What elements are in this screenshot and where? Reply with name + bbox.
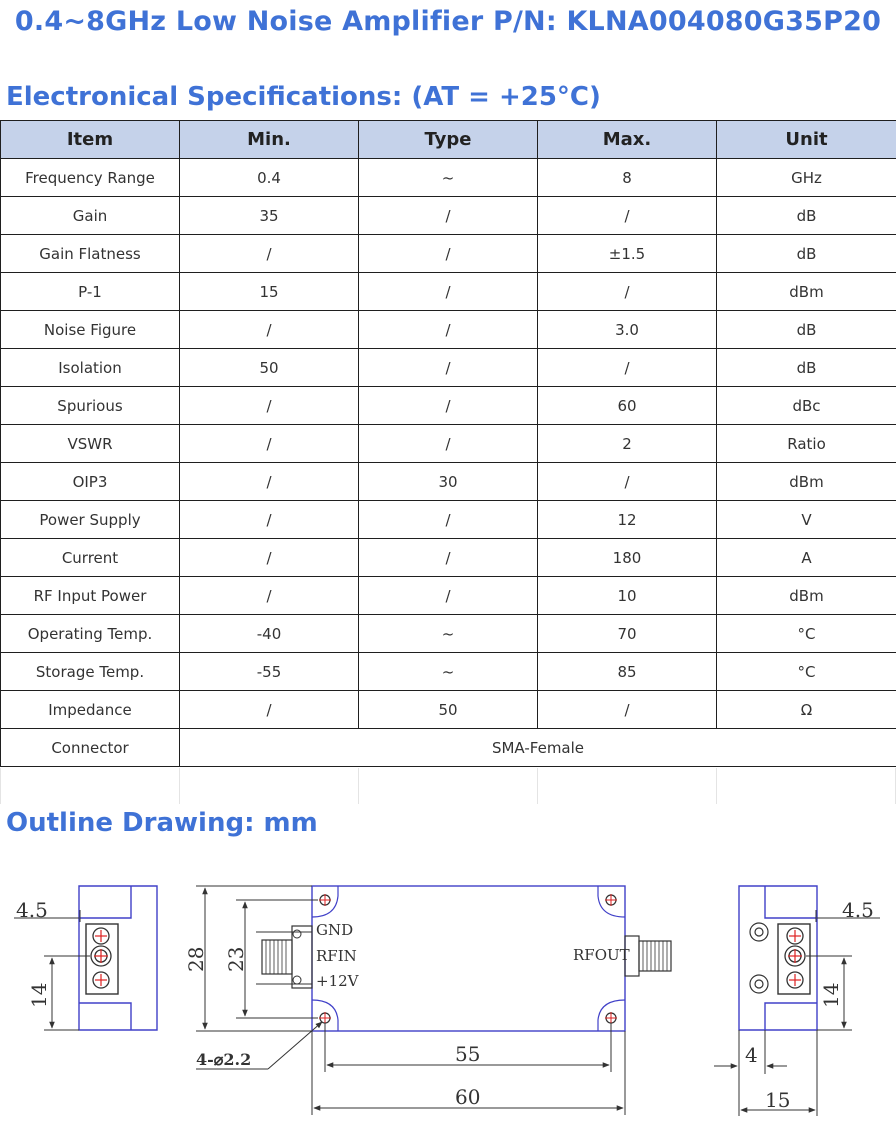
header-item: Item	[1, 121, 180, 159]
table-cell: RF Input Power	[1, 577, 180, 615]
table-cell: Operating Temp.	[1, 615, 180, 653]
table-cell: /	[180, 463, 359, 501]
header-type: Type	[359, 121, 538, 159]
hole-callout: 4-⌀2.2	[196, 1050, 252, 1069]
mounting-hole-icon	[319, 894, 331, 906]
table-cell: Spurious	[1, 387, 180, 425]
table-cell: ±1.5	[538, 235, 717, 273]
main-view	[184, 886, 671, 1115]
table-cell: Frequency Range	[1, 159, 180, 197]
table-cell: -55	[180, 653, 359, 691]
table-row	[1, 349, 896, 387]
right-end-view	[714, 886, 880, 1116]
table-cell: dBm	[717, 463, 896, 501]
table-cell: Impedance	[1, 691, 180, 729]
table-cell: 12	[538, 501, 717, 539]
table-row	[1, 159, 896, 197]
table-cell: -40	[180, 615, 359, 653]
table-cell: A	[717, 539, 896, 577]
sma-connector-icon	[625, 936, 671, 976]
dim-right-top: 4.5	[842, 898, 874, 922]
mounting-hole-icon	[605, 894, 617, 906]
pin-label-rfin: RFIN	[316, 947, 357, 965]
table-cell: /	[538, 691, 717, 729]
table-cell: dBm	[717, 577, 896, 615]
table-cell: Power Supply	[1, 501, 180, 539]
left-end-view	[14, 886, 157, 1030]
pin-icon	[785, 946, 805, 966]
page-title: 0.4~8GHz Low Noise Amplifier P/N: KLNA004080G35P20	[14, 6, 882, 37]
table-cell: Ratio	[717, 425, 896, 463]
pin-icon	[93, 972, 109, 988]
gridline	[179, 768, 180, 804]
table-cell: /	[538, 349, 717, 387]
rf-out-label: RFOUT	[573, 946, 630, 964]
table-row	[1, 273, 896, 311]
table-cell: Noise Figure	[1, 311, 180, 349]
gridline	[0, 768, 1, 804]
table-row	[1, 235, 896, 273]
table-cell: dBm	[717, 273, 896, 311]
table-cell: /	[538, 463, 717, 501]
table-row	[1, 425, 896, 463]
table-cell: Ω	[717, 691, 896, 729]
table-cell: /	[359, 349, 538, 387]
table-cell: /	[359, 577, 538, 615]
spec-section-heading: Electronical Specifications: (AT = +25°C)	[6, 82, 601, 112]
connector-label: Connector	[1, 729, 180, 767]
pin-icon	[787, 928, 803, 944]
header-min: Min.	[180, 121, 359, 159]
table-cell: dB	[717, 311, 896, 349]
table-cell: 85	[538, 653, 717, 691]
sma-connector-icon	[750, 975, 768, 993]
gridline	[537, 768, 538, 804]
spec-table-body	[1, 159, 896, 767]
outline-section-heading: Outline Drawing: mm	[6, 808, 318, 838]
table-cell: P-1	[1, 273, 180, 311]
table-cell: GHz	[717, 159, 896, 197]
table-gridline-tail	[0, 768, 896, 804]
table-cell: 180	[538, 539, 717, 577]
table-row	[1, 577, 896, 615]
connector-value: SMA-Female	[180, 729, 896, 767]
table-cell: Storage Temp.	[1, 653, 180, 691]
sma-connector-icon	[750, 923, 768, 941]
table-cell: 50	[180, 349, 359, 387]
table-cell: OIP3	[1, 463, 180, 501]
table-cell: /	[359, 501, 538, 539]
table-row	[1, 197, 896, 235]
table-cell: /	[359, 311, 538, 349]
table-cell: /	[359, 235, 538, 273]
table-cell: VSWR	[1, 425, 180, 463]
gridline	[716, 768, 717, 804]
pin-icon	[93, 928, 109, 944]
table-row	[1, 311, 896, 349]
table-cell: 70	[538, 615, 717, 653]
table-cell: 30	[359, 463, 538, 501]
gridline	[358, 768, 359, 804]
pin-icon	[91, 946, 111, 966]
table-cell: dB	[717, 235, 896, 273]
header-unit: Unit	[717, 121, 896, 159]
table-cell: 60	[538, 387, 717, 425]
table-cell: /	[180, 577, 359, 615]
table-cell: ~	[359, 615, 538, 653]
dim-width-inner: 55	[455, 1042, 481, 1066]
table-cell: °C	[717, 653, 896, 691]
dim-height-outer: 28	[184, 946, 208, 972]
table-header-row	[1, 121, 896, 159]
table-cell: /	[538, 273, 717, 311]
table-cell: /	[180, 501, 359, 539]
table-cell: Isolation	[1, 349, 180, 387]
spec-table	[0, 120, 896, 767]
dim-height-inner: 23	[224, 946, 248, 972]
table-cell: °C	[717, 615, 896, 653]
table-cell: dBc	[717, 387, 896, 425]
table-cell: 10	[538, 577, 717, 615]
table-cell: dB	[717, 349, 896, 387]
table-cell: /	[359, 197, 538, 235]
table-cell: /	[180, 539, 359, 577]
table-cell: dB	[717, 197, 896, 235]
table-row	[1, 615, 896, 653]
table-row	[1, 463, 896, 501]
table-cell: 15	[180, 273, 359, 311]
table-cell: /	[359, 273, 538, 311]
table-cell: /	[180, 311, 359, 349]
table-cell: V	[717, 501, 896, 539]
table-cell: ~	[359, 159, 538, 197]
table-cell: /	[359, 539, 538, 577]
dim-right-width: 15	[765, 1088, 791, 1112]
table-cell: /	[180, 691, 359, 729]
dim-left-top: 4.5	[16, 898, 48, 922]
table-cell: /	[180, 425, 359, 463]
table-row	[1, 691, 896, 729]
table-cell: ~	[359, 653, 538, 691]
table-cell: /	[538, 197, 717, 235]
table-row	[1, 653, 896, 691]
dim-width-outer: 60	[455, 1085, 481, 1109]
mounting-hole-icon	[319, 1012, 331, 1024]
table-cell: 2	[538, 425, 717, 463]
table-cell: 50	[359, 691, 538, 729]
pin-label-power: +12V	[316, 972, 359, 990]
table-cell: /	[359, 425, 538, 463]
dim-right-side: 14	[819, 982, 843, 1008]
dim-right-small: 4	[745, 1043, 758, 1067]
table-cell: /	[180, 387, 359, 425]
table-row	[1, 539, 896, 577]
table-cell: Gain Flatness	[1, 235, 180, 273]
header-max: Max.	[538, 121, 717, 159]
table-cell: /	[180, 235, 359, 273]
table-cell: 35	[180, 197, 359, 235]
table-cell: 8	[538, 159, 717, 197]
mounting-hole-icon	[605, 1012, 617, 1024]
pin-label-gnd: GND	[316, 921, 354, 939]
table-row-connector	[1, 729, 896, 767]
dim-left-side: 14	[27, 982, 51, 1008]
table-cell: /	[359, 387, 538, 425]
table-cell: Gain	[1, 197, 180, 235]
sma-connector-icon	[262, 926, 312, 988]
table-cell: Current	[1, 539, 180, 577]
outline-drawing	[0, 860, 896, 1145]
table-row	[1, 501, 896, 539]
table-row	[1, 387, 896, 425]
pin-icon	[787, 972, 803, 988]
table-cell: 3.0	[538, 311, 717, 349]
table-cell: 0.4	[180, 159, 359, 197]
